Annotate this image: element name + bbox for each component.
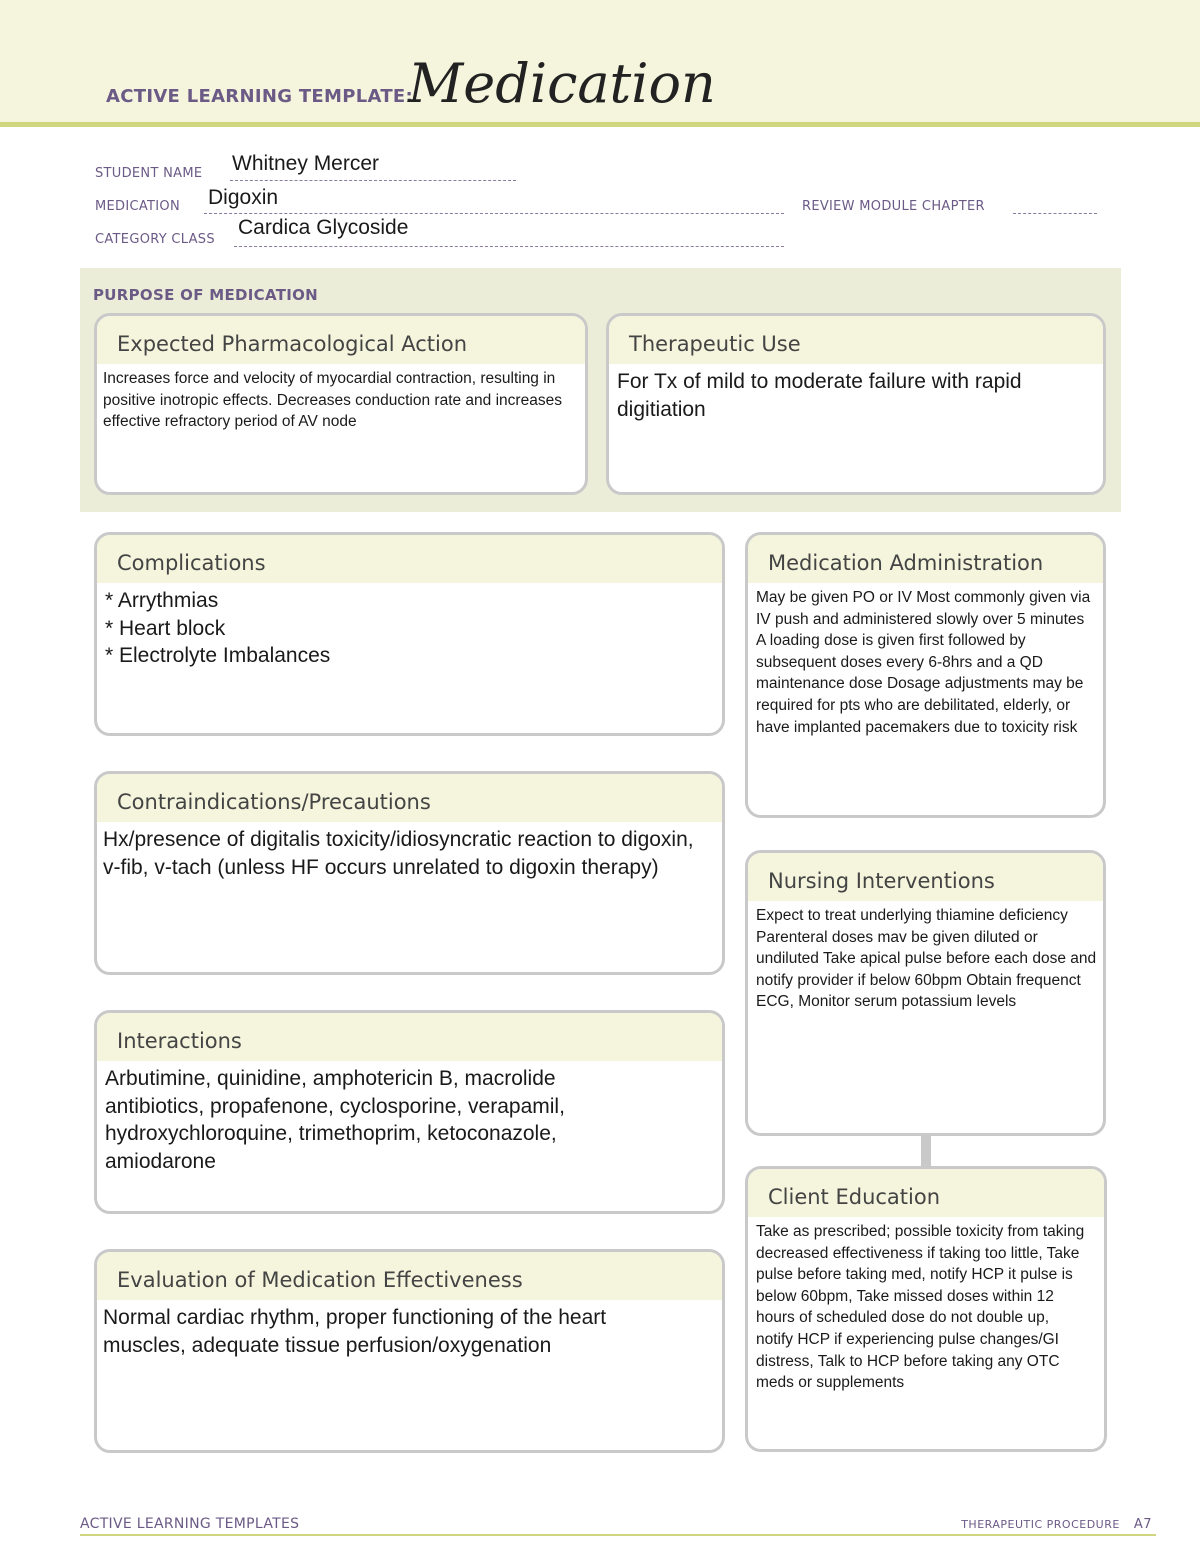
purpose-label: PURPOSE OF MEDICATION [93,286,319,304]
client-education-text[interactable]: Take as prescribed; possible toxicity from taking decreased effectiveness if taking too little, Take pulse before taking med, notify HCP it pulse is below 60bpm, Take missed doses within 12 hours of scheduled dose do not double up, notify HCP if experiencing pulse changes/GI distress, Talk to HCP before taking any OTC meds or supplements [756,1223,1085,1392]
medication-administration-box [745,532,1106,818]
box-title: Complications [117,551,266,575]
complications-box [94,532,725,736]
box-title: Nursing Interventions [768,869,995,893]
box-header [97,774,722,822]
nursing-interventions-box [745,850,1106,1136]
connector-bar [921,1136,931,1166]
box-header [97,316,585,364]
medication-label: MEDICATION [95,199,180,214]
box-header [97,1013,722,1061]
footer-section [961,1517,1152,1532]
box-title: Therapeutic Use [629,332,801,356]
box-header [748,1169,1104,1217]
footer-rule [80,1534,1156,1536]
box-header [97,535,722,583]
footer-title: ACTIVE LEARNING TEMPLATES [80,1516,300,1532]
interactions-box [94,1010,725,1214]
evaluation-box [94,1249,725,1453]
template-label: ACTIVE LEARNING TEMPLATE: [106,86,413,107]
student-name-label: STUDENT NAME [95,166,203,181]
review-module-label: REVIEW MODULE CHAPTER [802,199,985,214]
list-item: * Electrolyte Imbalances [105,644,331,667]
category-class-line [234,246,784,247]
footer-section-label: THERAPEUTIC PROCEDURE [961,1518,1120,1531]
box-title: Medication Administration [768,551,1044,575]
box-title: Evaluation of Medication Effectiveness [117,1268,523,1292]
student-name-line [230,180,516,181]
box-header [609,316,1103,364]
box-title: Client Education [768,1185,941,1209]
therapeutic-use-text[interactable]: For Tx of mild to moderate failure with rapid digitiation [617,370,1022,421]
evaluation-text[interactable]: Normal cardiac rhythm, proper functioning of the heart muscles, adequate tissue perfusion/oxygenation [103,1306,607,1357]
category-class-field[interactable]: Cardica Glycoside [238,216,409,239]
box-header [748,853,1103,901]
review-module-line [1013,213,1097,214]
therapeutic-use-box [606,313,1106,495]
box-title: Contraindications/Precautions [117,790,431,814]
complications-list[interactable] [97,583,722,670]
medication-administration-text[interactable]: May be given PO or IV Most commonly given via IV push and administered slowly over 5 minutes A loading dose is given first followed by subsequent doses every 6-8hrs and a QD maintenance dose Dosage adjustments may be required for pts who are debilitated, elderly, or have implanted pacemakers due to toxicity risk [756,589,1091,736]
box-header [97,1252,722,1300]
box-title: Expected Pharmacological Action [117,332,468,356]
nursing-interventions-text[interactable]: Expect to treat underlying thiamine deficiency Parenteral doses mav be given diluted or undiluted Take apical pulse before each dose and notify provider if below 60bpm Obtain frequenct ECG, Monitor serum potassium levels [756,907,1097,1011]
category-class-label: CATEGORY CLASS [95,232,215,247]
client-education-box [745,1166,1107,1452]
page-title: Medication [408,52,716,115]
list-item: * Arrythmias [105,589,219,612]
medication-line [204,213,784,214]
student-name-field[interactable]: Whitney Mercer [232,152,380,175]
box-header [748,535,1103,583]
interactions-text[interactable]: Arbutimine, quinidine, amphotericin B, macrolide antibiotics, propafenone, cyclosporine, verapamil, hydroxychloroquine, trimethoprim, ketoconazole, amiodarone [105,1067,565,1173]
expected-action-text[interactable]: Increases force and velocity of myocardial contraction, resulting in positive inotropic effects. Decreases conduction rate and increases effective refractory period of AV node [103,370,562,431]
list-item: * Heart block [105,616,226,640]
page-number: A7 [1133,1517,1152,1532]
contraindications-box [94,771,725,975]
box-title: Interactions [117,1029,242,1053]
contraindications-text[interactable]: Hx/presence of digitalis toxicity/idiosyncratic reaction to digoxin, v-fib, v-tach (unless HF occurs unrelated to digoxin therapy) [103,828,694,879]
header-rule [0,122,1200,127]
expected-action-box [94,313,588,495]
medication-field[interactable]: Digoxin [208,186,279,209]
